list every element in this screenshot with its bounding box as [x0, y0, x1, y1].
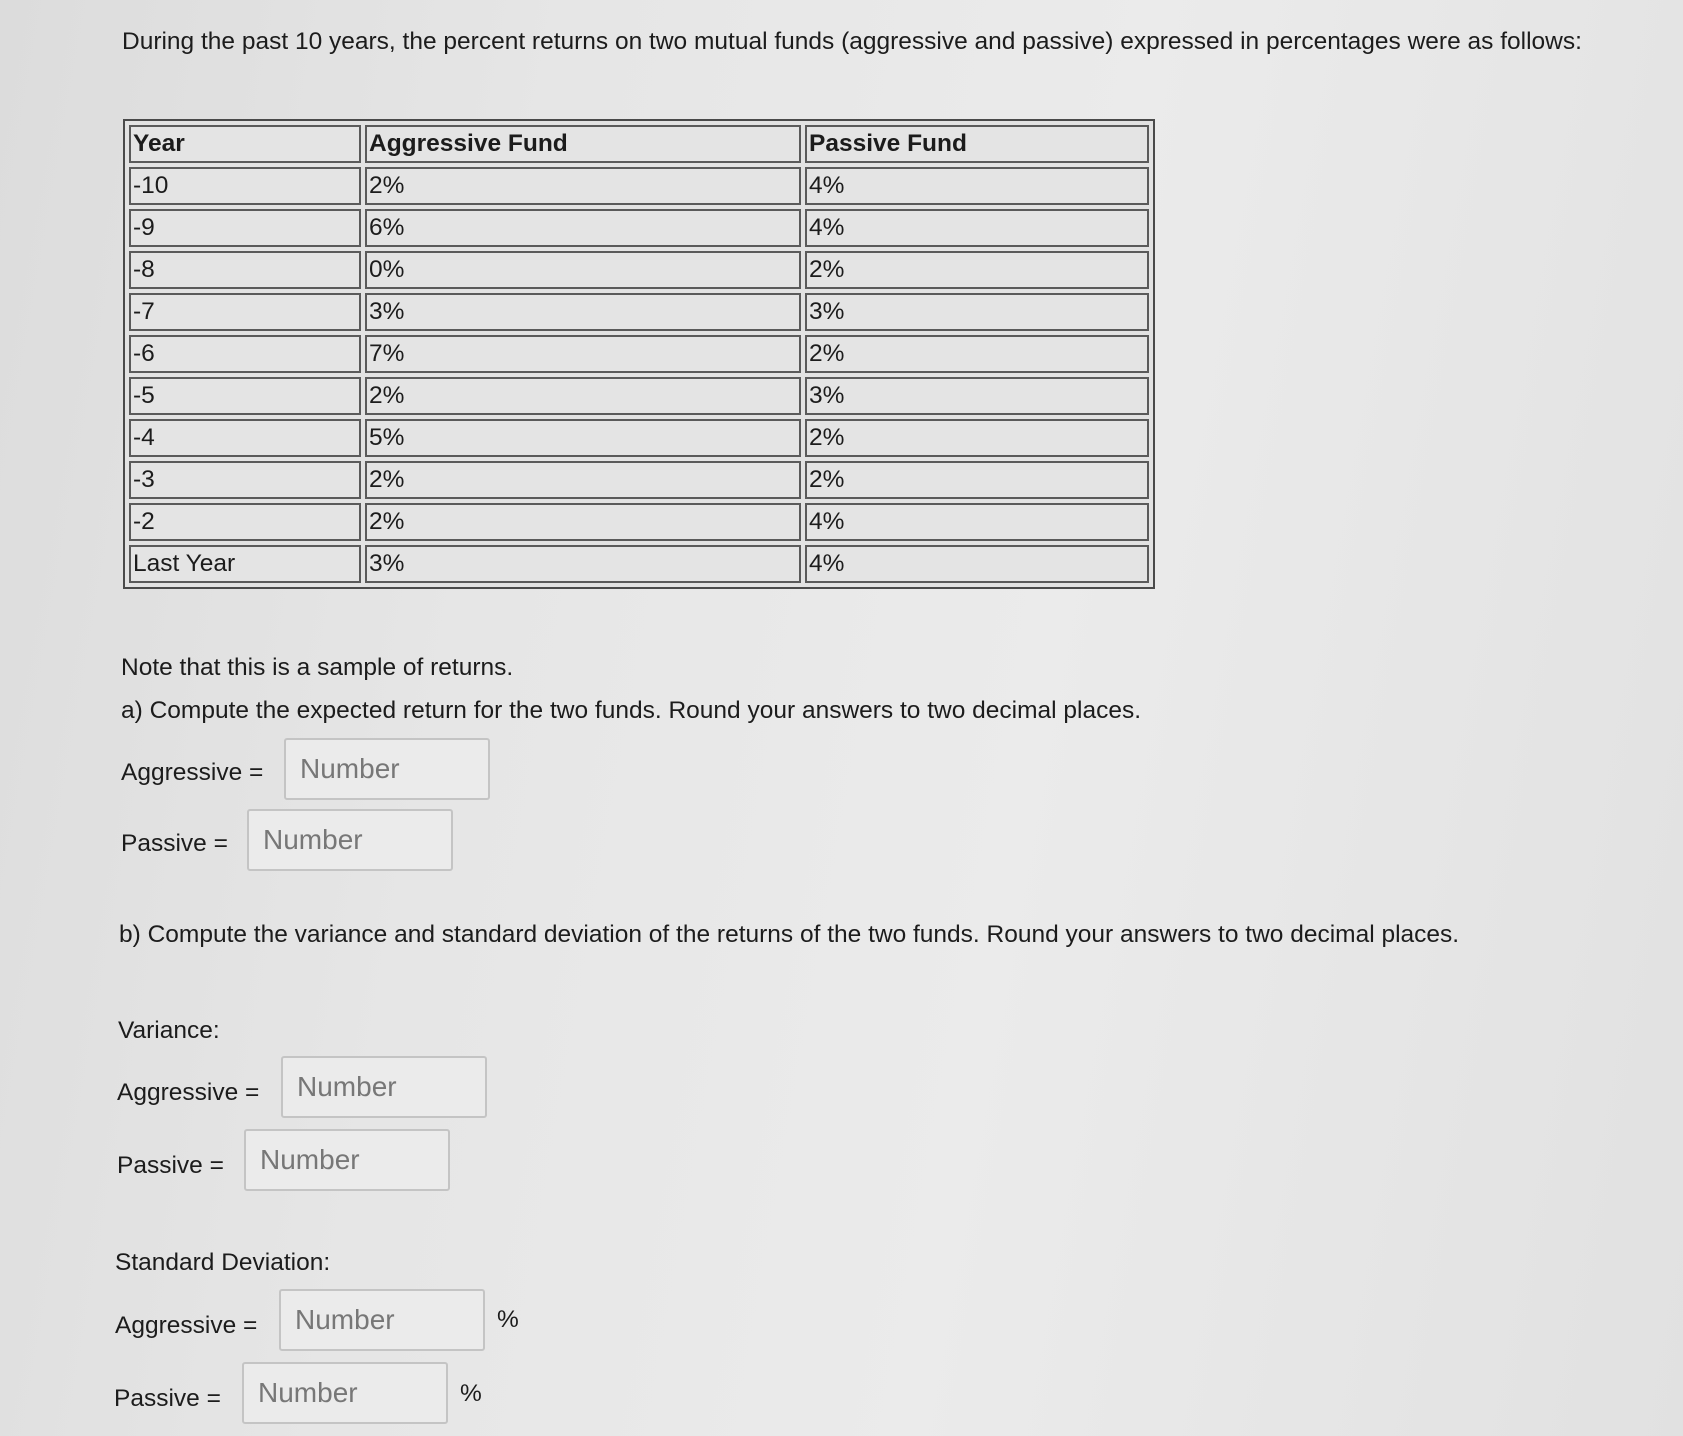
table-row: [129, 461, 1149, 499]
table-row: [129, 335, 1149, 373]
expected-aggressive-input[interactable]: [284, 738, 490, 800]
table-row: [129, 293, 1149, 331]
std-passive-percent-unit: %: [460, 1380, 482, 1407]
std-aggressive-percent-unit: %: [497, 1306, 519, 1333]
expected-aggressive-label: Aggressive =: [121, 759, 264, 786]
aggressive-cell: 2%: [365, 503, 801, 541]
variance-aggressive-label: Aggressive =: [117, 1079, 260, 1106]
variance-passive-input[interactable]: [244, 1129, 450, 1191]
aggressive-cell: 5%: [365, 419, 801, 457]
table-row: [129, 209, 1149, 247]
variance-passive-label: Passive =: [117, 1152, 224, 1179]
passive-cell: 3%: [805, 377, 1149, 415]
table-row: [129, 377, 1149, 415]
std-aggressive-input[interactable]: [279, 1289, 485, 1351]
aggressive-cell: 7%: [365, 335, 801, 373]
header-year: Year: [129, 125, 361, 163]
variance-heading: Variance:: [118, 1017, 220, 1044]
passive-cell: 4%: [805, 209, 1149, 247]
std-passive-label: Passive =: [114, 1385, 221, 1412]
aggressive-cell: 2%: [365, 167, 801, 205]
passive-cell: 4%: [805, 503, 1149, 541]
header-passive-fund: Passive Fund: [805, 125, 1149, 163]
table-row: [129, 419, 1149, 457]
passive-cell: 2%: [805, 335, 1149, 373]
std-passive-input[interactable]: [242, 1362, 448, 1424]
std-dev-heading: Standard Deviation:: [115, 1249, 331, 1276]
expected-passive-label: Passive =: [121, 830, 228, 857]
table-row: [129, 545, 1149, 583]
year-cell: -7: [129, 293, 361, 331]
year-cell: Last Year: [129, 545, 361, 583]
passive-cell: 2%: [805, 251, 1149, 289]
passive-cell: 2%: [805, 461, 1149, 499]
table-header-row: [129, 125, 1149, 163]
passive-cell: 2%: [805, 419, 1149, 457]
year-cell: -4: [129, 419, 361, 457]
problem-intro: During the past 10 years, the percent returns on two mutual funds (aggressive and passive) expressed in percentages were as follows:: [122, 28, 1582, 55]
part-b-prompt: b) Compute the variance and standard deviation of the returns of the two funds. Round your answers to two decimal places.: [119, 921, 1460, 948]
returns-table: [123, 119, 1155, 589]
std-aggressive-label: Aggressive =: [115, 1312, 258, 1339]
aggressive-cell: 2%: [365, 377, 801, 415]
aggressive-cell: 6%: [365, 209, 801, 247]
table-row: [129, 251, 1149, 289]
aggressive-cell: 3%: [365, 293, 801, 331]
part-a-prompt: a) Compute the expected return for the two funds. Round your answers to two decimal places.: [121, 697, 1142, 724]
header-aggressive-fund: Aggressive Fund: [365, 125, 801, 163]
expected-passive-input[interactable]: [247, 809, 453, 871]
year-cell: -3: [129, 461, 361, 499]
passive-cell: 4%: [805, 167, 1149, 205]
passive-cell: 3%: [805, 293, 1149, 331]
sample-note: Note that this is a sample of returns.: [121, 654, 514, 681]
aggressive-cell: 0%: [365, 251, 801, 289]
aggressive-cell: 2%: [365, 461, 801, 499]
table-row: [129, 167, 1149, 205]
year-cell: -9: [129, 209, 361, 247]
year-cell: -2: [129, 503, 361, 541]
year-cell: -6: [129, 335, 361, 373]
year-cell: -8: [129, 251, 361, 289]
passive-cell: 4%: [805, 545, 1149, 583]
aggressive-cell: 3%: [365, 545, 801, 583]
variance-aggressive-input[interactable]: [281, 1056, 487, 1118]
year-cell: -5: [129, 377, 361, 415]
table-row: [129, 503, 1149, 541]
year-cell: -10: [129, 167, 361, 205]
